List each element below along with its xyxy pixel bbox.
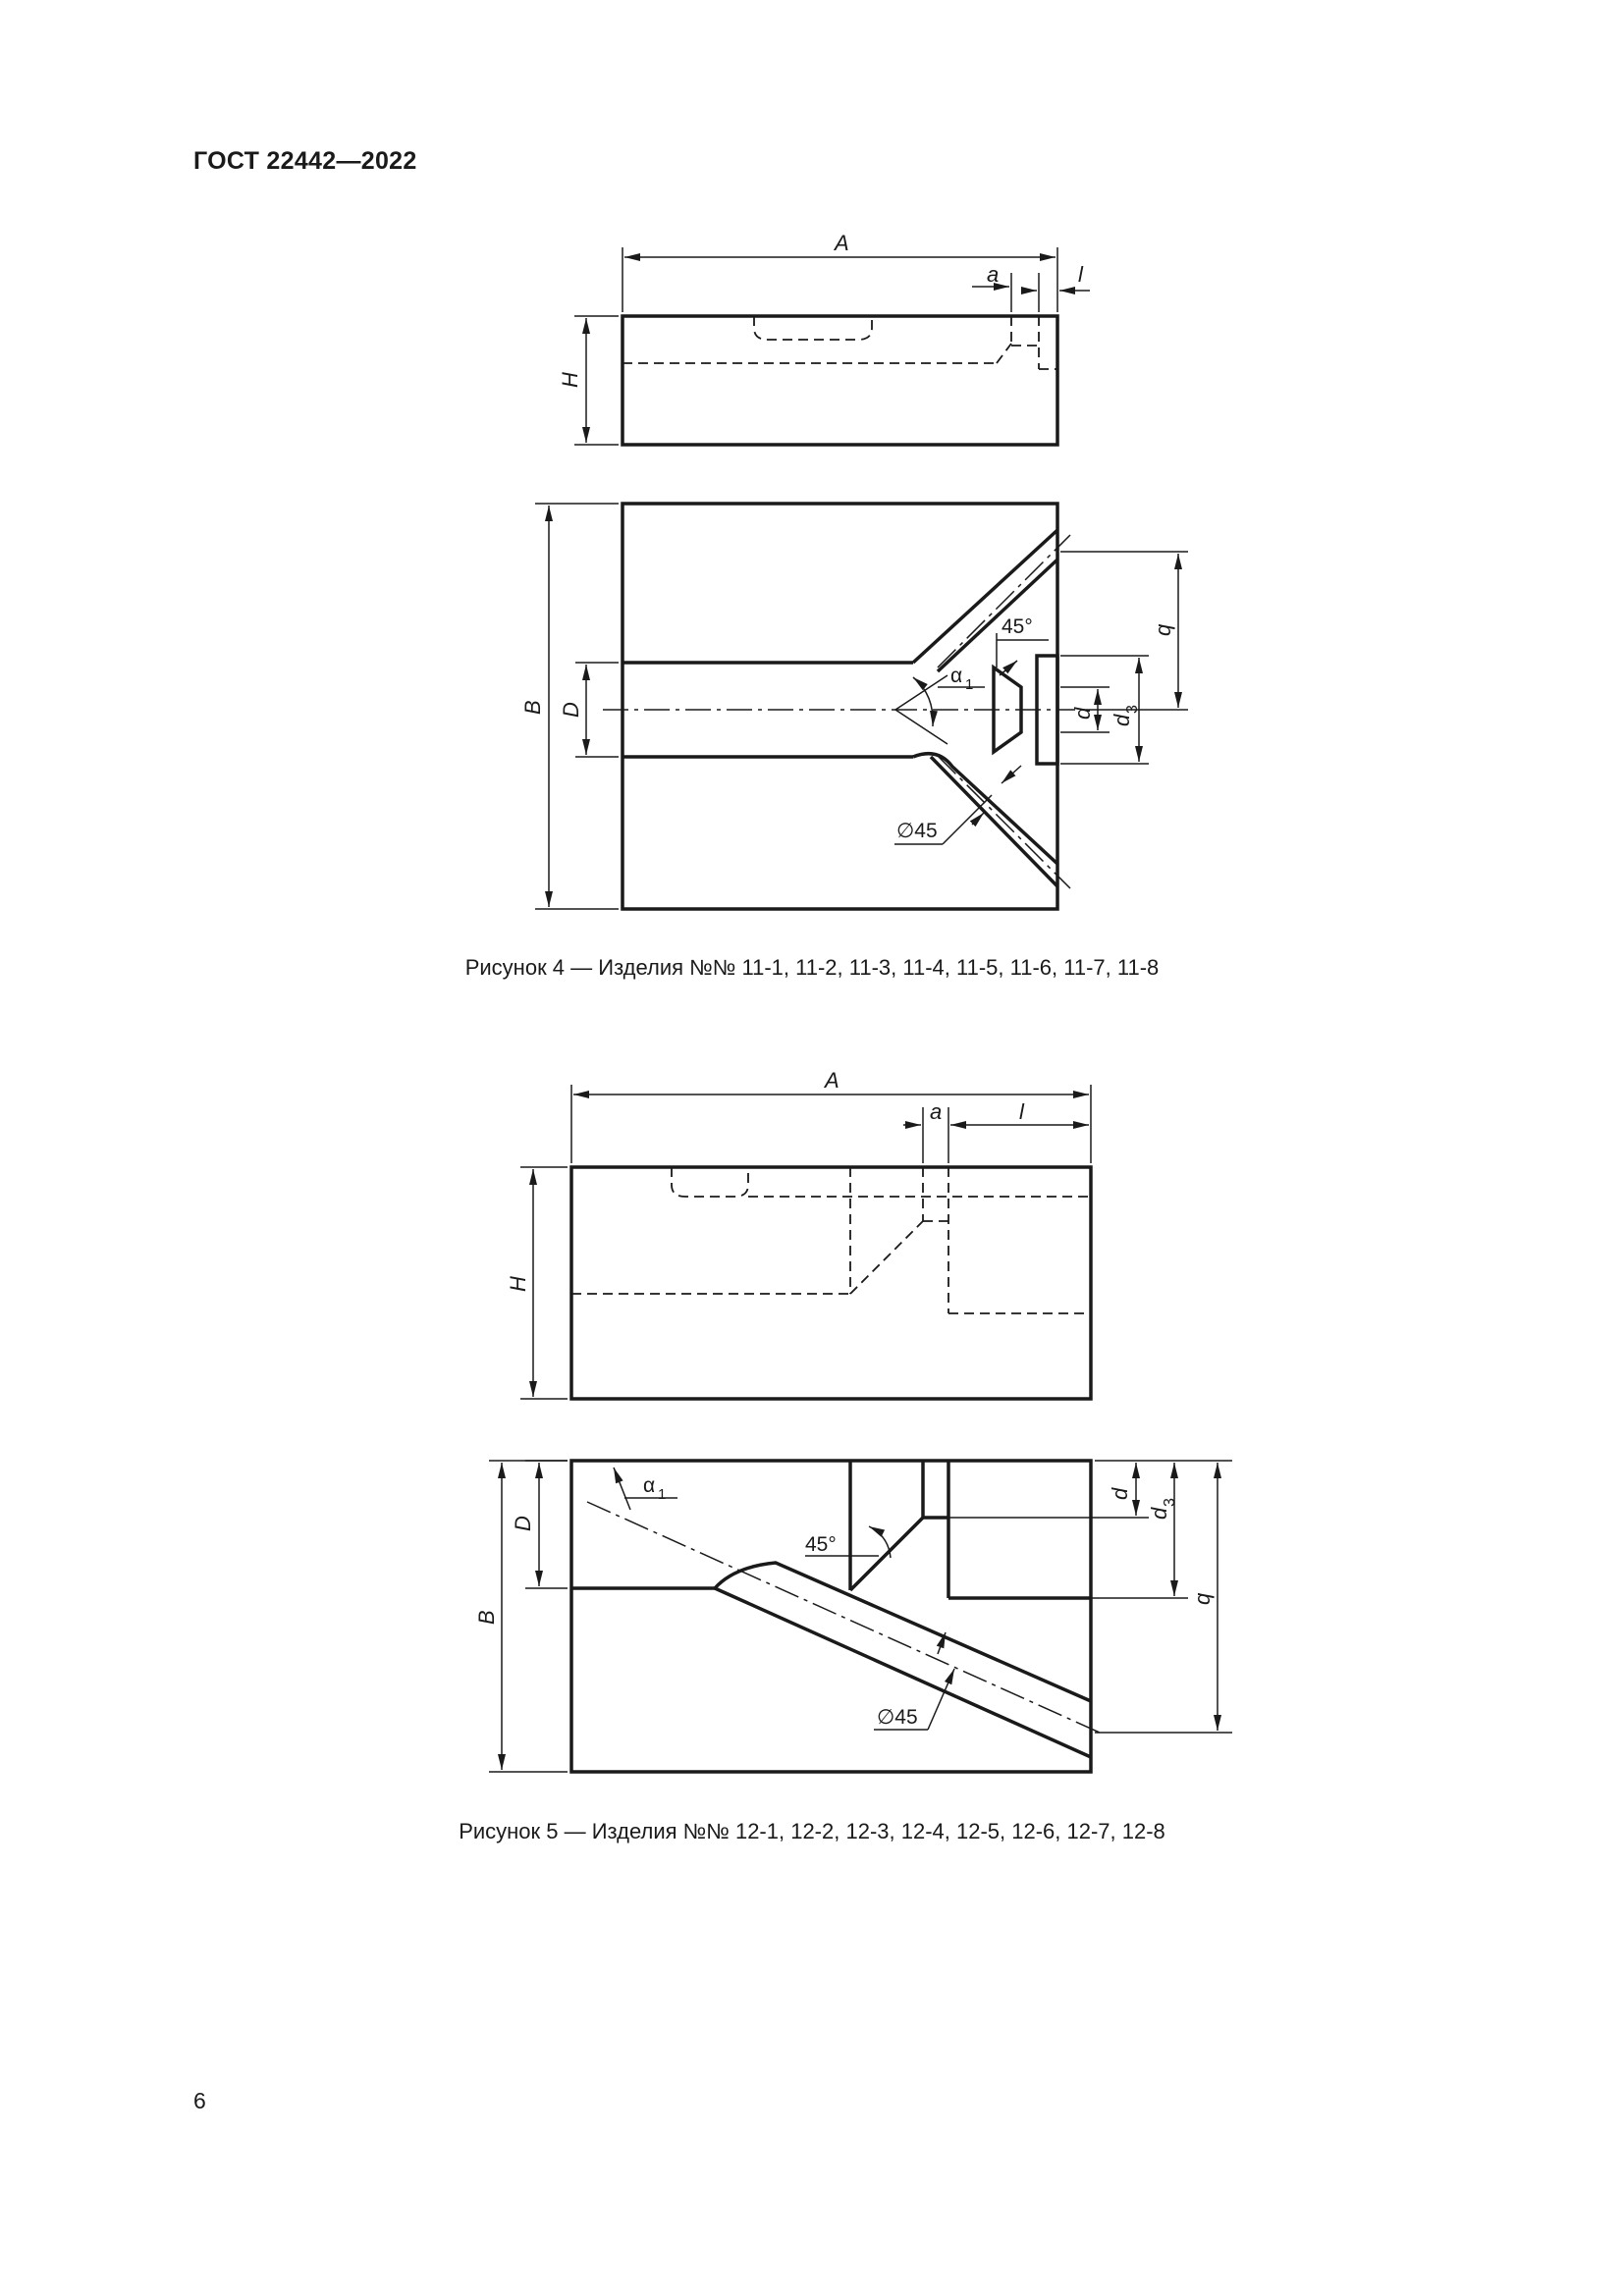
fig5-label-d: d bbox=[1108, 1487, 1132, 1500]
fig5-label-alpha-sub: 1 bbox=[658, 1486, 667, 1503]
figure-4-caption: Рисунок 4 — Изделия №№ 11-1, 11-2, 11-3, 11-4, 11-5, 11-6, 11-7, 11-8 bbox=[464, 955, 1160, 980]
fig4-label-d3 bbox=[1110, 705, 1141, 726]
fig4-label-l: l bbox=[1078, 262, 1083, 287]
fig4-label-45deg: 45° bbox=[1001, 615, 1033, 638]
fig5-label-D: D bbox=[511, 1516, 535, 1531]
fig5-label-45deg: 45° bbox=[805, 1533, 837, 1556]
fig4-label-D: D bbox=[559, 702, 583, 718]
figure-4-plan-view bbox=[535, 504, 1188, 909]
fig4-label-H: H bbox=[558, 372, 582, 388]
fig4-label-d: d bbox=[1070, 707, 1095, 720]
fig5-label-a: a bbox=[930, 1099, 943, 1124]
fig4-label-d3-sub: 3 bbox=[1124, 705, 1141, 714]
fig5-label-B: B bbox=[474, 1610, 499, 1625]
fig5-label-q: q bbox=[1190, 1592, 1215, 1605]
fig5-label-alpha: α bbox=[643, 1474, 656, 1497]
figure-4 bbox=[520, 231, 1188, 909]
page-number: 6 bbox=[193, 2088, 206, 2113]
fig4-label-d3-main: d bbox=[1110, 714, 1134, 726]
fig5-label-A: A bbox=[825, 1068, 839, 1093]
fig4-label-diam45: ∅45 bbox=[896, 820, 938, 842]
fig4-label-B: B bbox=[520, 700, 545, 715]
figure-5 bbox=[474, 1068, 1232, 1772]
fig5-label-d3-sub: 3 bbox=[1162, 1498, 1178, 1507]
fig4-label-alpha-sub: 1 bbox=[965, 676, 974, 693]
fig4-label-q: q bbox=[1151, 623, 1175, 636]
figure-5-side-view bbox=[520, 1085, 1091, 1399]
fig5-label-d3 bbox=[1147, 1498, 1178, 1520]
document-header: ГОСТ 22442—2022 bbox=[193, 147, 417, 175]
fig5-label-H: H bbox=[506, 1276, 530, 1292]
figure-5-caption: Рисунок 5 — Изделия №№ 12-1, 12-2, 12-3, 12-4, 12-5, 12-6, 12-7, 12-8 bbox=[459, 1819, 1165, 1843]
fig5-label-l: l bbox=[1019, 1099, 1024, 1124]
fig5-label-d3-main: d bbox=[1147, 1507, 1171, 1520]
fig4-label-a: a bbox=[987, 262, 1000, 287]
figure-5-plan-view bbox=[489, 1461, 1232, 1772]
fig4-label-alpha: α bbox=[950, 665, 963, 687]
fig4-label-A: A bbox=[835, 231, 849, 255]
fig5-label-diam45: ∅45 bbox=[877, 1706, 918, 1729]
figure-4-top-view bbox=[574, 247, 1090, 445]
